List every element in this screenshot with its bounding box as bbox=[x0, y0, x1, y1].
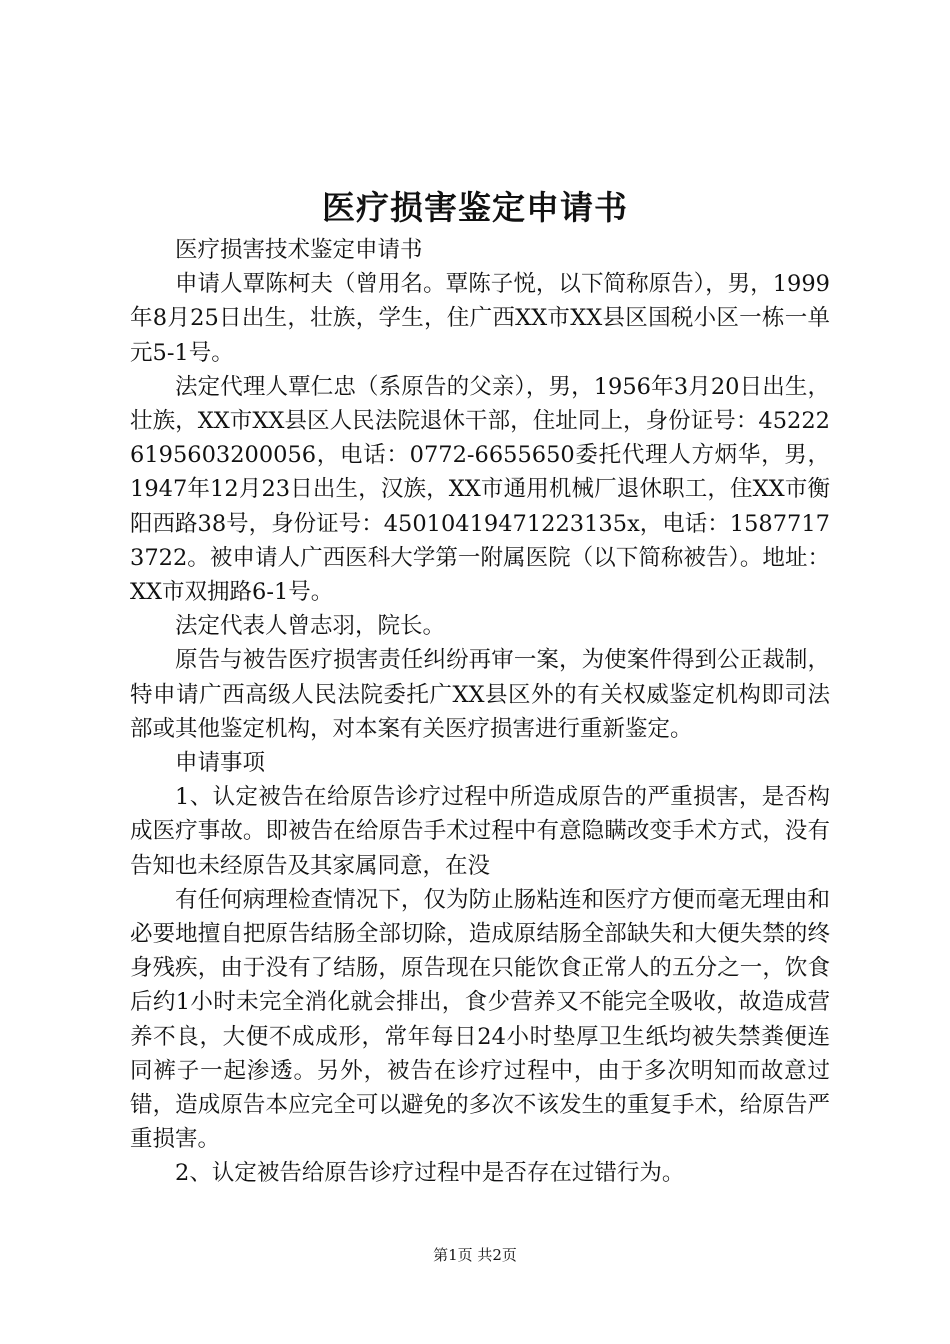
paragraph-item-1: 1、认定被告在给原告诊疗过程中所造成原告的严重损害，是否构成医疗事故。即被告在给原告手术过程中有意隐瞒改变手术方式，没有告知也未经原告及其家属同意，在没 bbox=[130, 784, 830, 879]
paragraph-request-reason: 原告与被告医疗损害责任纠纷再审一案，为使案件得到公正裁制，特申请广西高级人民法院委托广XX县区外的有关权威鉴定机构即司法部或其他鉴定机构，对本案有关医疗损害进行重新鉴定。 bbox=[130, 647, 830, 742]
page-number-footer: 第1页 共2页 bbox=[433, 1246, 517, 1264]
paragraph-legal-agent: 法定代理人覃仁忠（系原告的父亲），男，1956年3月20日出生，壮族，XX市XX县区人民法院退休干部，住址同上，身份证号：452226195603200056，电话：0772-6655650委托代理人方炳华，男，1947年12月23日出生，汉族，XX市通用机械厂退休职工，住XX市衡阳西路38号，身份证号：45010419471223135x，电话：15877173722。被申请人广西医科大学第一附属医院（以下简称被告）。地址：XX市双拥路6-1号。 bbox=[130, 373, 830, 606]
document-body bbox=[130, 233, 830, 1191]
paragraph-item-1-continued: 有任何病理检查情况下，仅为防止肠粘连和医疗方便而毫无理由和必要地擅自把原告结肠全部切除，造成原结肠全部缺失和大便失禁的终身残疾，由于没有了结肠，原告现在只能饮食正常人的五分之一，饮食后约1小时未完全消化就会排出，食少营养又不能完全吸收，故造成营养不良，大便不成成形，常年每日24小时垫厚卫生纸均被失禁粪便连同裤子一起渗透。另外，被告在诊疗过程中，由于多次明知而故意过错，造成原告本应完全可以避免的多次不该发生的重复手术，给原告严重损害。 bbox=[130, 886, 830, 1153]
paragraph-request-items-heading: 申请事项 bbox=[175, 750, 266, 777]
paragraph-subtitle: 医疗损害技术鉴定申请书 bbox=[175, 237, 423, 263]
paragraph-item-2: 2、认定被告给原告诊疗过程中是否存在过错行为。 bbox=[175, 1160, 685, 1187]
paragraph-legal-representative: 法定代表人曾志羽，院长。 bbox=[175, 613, 446, 640]
document-title: 医疗损害鉴定申请书 bbox=[322, 188, 628, 227]
paragraph-applicant: 申请人覃陈柯夫（曾用名。覃陈子悦，以下简称原告），男，1999年8月25日出生，壮族，学生，住广西XX市XX县区国税小区一栋一单元5-1号。 bbox=[130, 271, 830, 366]
